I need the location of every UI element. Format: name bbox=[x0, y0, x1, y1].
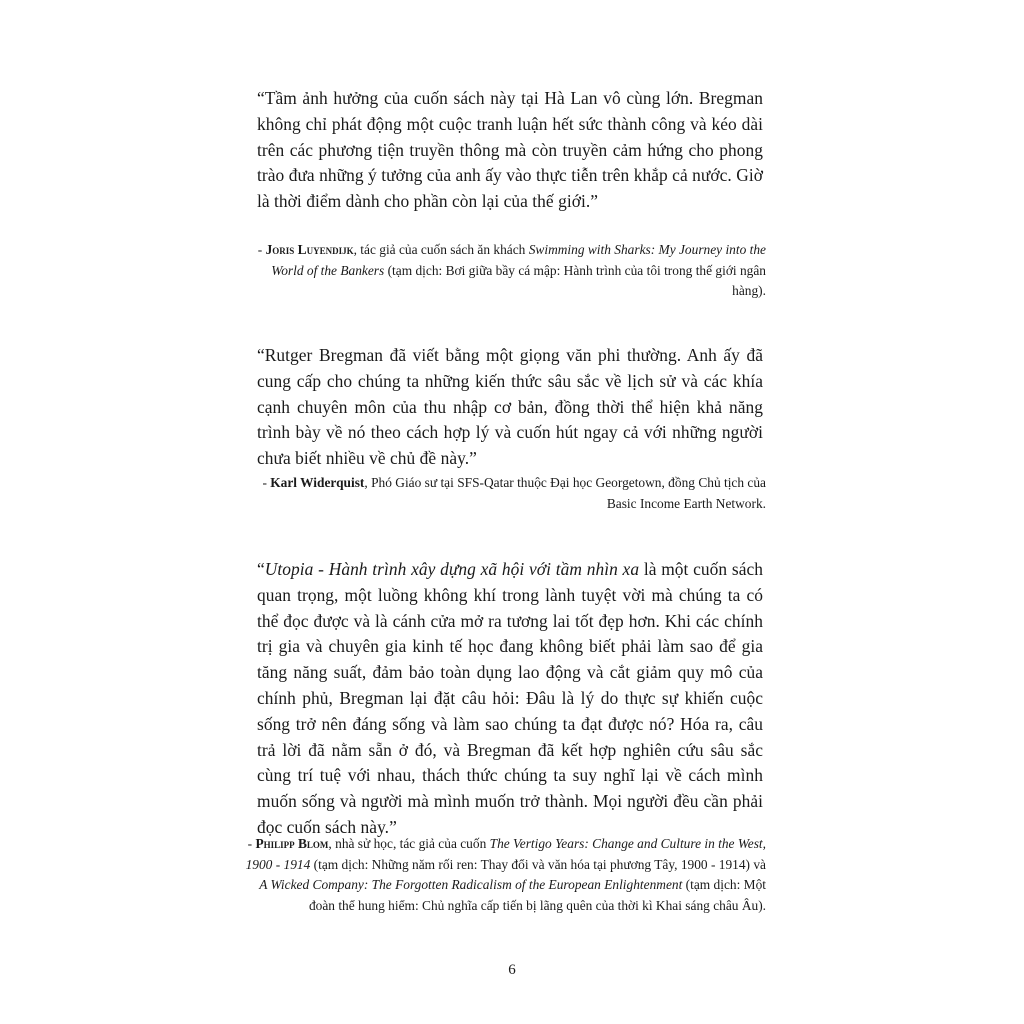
attribution-dash: - bbox=[257, 242, 266, 257]
author-name: Philipp Blom bbox=[255, 836, 329, 851]
attribution-dash: - bbox=[262, 475, 271, 490]
attribution-text: (tạm dịch: Những năm rối ren: Thay đổi và văn hóa tại phương Tây, 1900 - 1914) và bbox=[310, 856, 766, 872]
work-title: The Vertigo Years: Change and Culture in the West, 1900 - 1914 bbox=[245, 836, 766, 872]
attribution-text: (tạm dịch: Bơi giữa bầy cá mập: Hành trình của tôi trong thế giới ngân hàng). bbox=[384, 262, 766, 299]
attribution-text: , nhà sử học, tác giả của cuốn bbox=[328, 836, 490, 851]
attribution-text: , Phó Giáo sư tại SFS-Qatar thuộc Đại học Georgetown, đồng Chủ tịch của Basic Income Earth Network. bbox=[364, 475, 766, 511]
attribution-text: , tác giả của cuốn sách ăn khách bbox=[353, 242, 529, 257]
work-title: Swimming with Sharks: My Journey into the World of the Bankers bbox=[271, 242, 766, 278]
quote-1-attribution bbox=[236, 240, 766, 302]
open-quote: “ bbox=[257, 559, 265, 579]
attribution-text: (tạm dịch: Một đoàn thể hung hiểm: Chủ nghĩa cấp tiến bị lãng quên của thời kì Khai sáng châu Âu). bbox=[308, 877, 766, 913]
book-title: Utopia - Hành trình xây dựng xã hội với tầm nhìn xa bbox=[264, 559, 640, 579]
work-title: A Wicked Company: The Forgotten Radicalism of the European Enlightenment bbox=[259, 877, 683, 893]
attribution-dash: - bbox=[247, 836, 256, 851]
page-number: 6 bbox=[508, 962, 516, 978]
author-name: Joris Luyendijk bbox=[265, 242, 354, 257]
quote-3-attribution bbox=[236, 834, 766, 916]
quote-1-text: “Tầm ảnh hưởng của cuốn sách này tại Hà Lan vô cùng lớn. Bregman không chỉ phát động một cuộc tranh luận hết sức thành công và kéo dài trên các phương tiện truyền thông mà còn truyền cảm hứng cho phong trào đưa những ý tưởng của anh ấy vào thực tiễn trên khắp cả nước. Giờ là thời điểm dành cho phần còn lại của thế giới.” bbox=[257, 88, 763, 212]
author-name: Karl Widerquist bbox=[270, 475, 365, 490]
quote-3-text bbox=[257, 557, 763, 841]
quote-2-attribution bbox=[236, 473, 766, 514]
quote-body: là một cuốn sách quan trọng, một luồng không khí trong lành tuyệt vời mà chúng ta có thể đọc được và là cánh cửa mở ra tương lai tốt đẹp hơn. Khi các chính trị gia và chuyên gia kinh tế học đang không biết phải làm sao để gia tăng năng suất, đảm bảo toàn dụng lao động và cắt giảm quy mô của chính phủ, Bregman lại đặt câu hỏi: Đâu là lý do thực sự khiến cuộc sống trở nên đáng sống và làm sao chúng ta đạt được nó? Hóa ra, câu trả lời đã nằm sẵn ở đó, và Bregman đã kết hợp nghiên cứu sâu sắc cùng trí tuệ với nhau, thách thức chúng ta suy nghĩ lại về cách mình muốn sống và người mà mình muốn trở thành. Mọi người đều cần phải đọc cuốn sách này.” bbox=[257, 559, 763, 837]
quote-2-text: “Rutger Bregman đã viết bằng một giọng văn phi thường. Anh ấy đã cung cấp cho chúng ta những kiến thức sâu sắc về lịch sử và các khía cạnh chuyên môn của thu nhập cơ bản, đồng thời thể hiện khả năng trình bày về nó theo cách hợp lý và cuốn hút ngay cả với những người chưa biết nhiều về chủ đề này.” bbox=[257, 345, 763, 469]
